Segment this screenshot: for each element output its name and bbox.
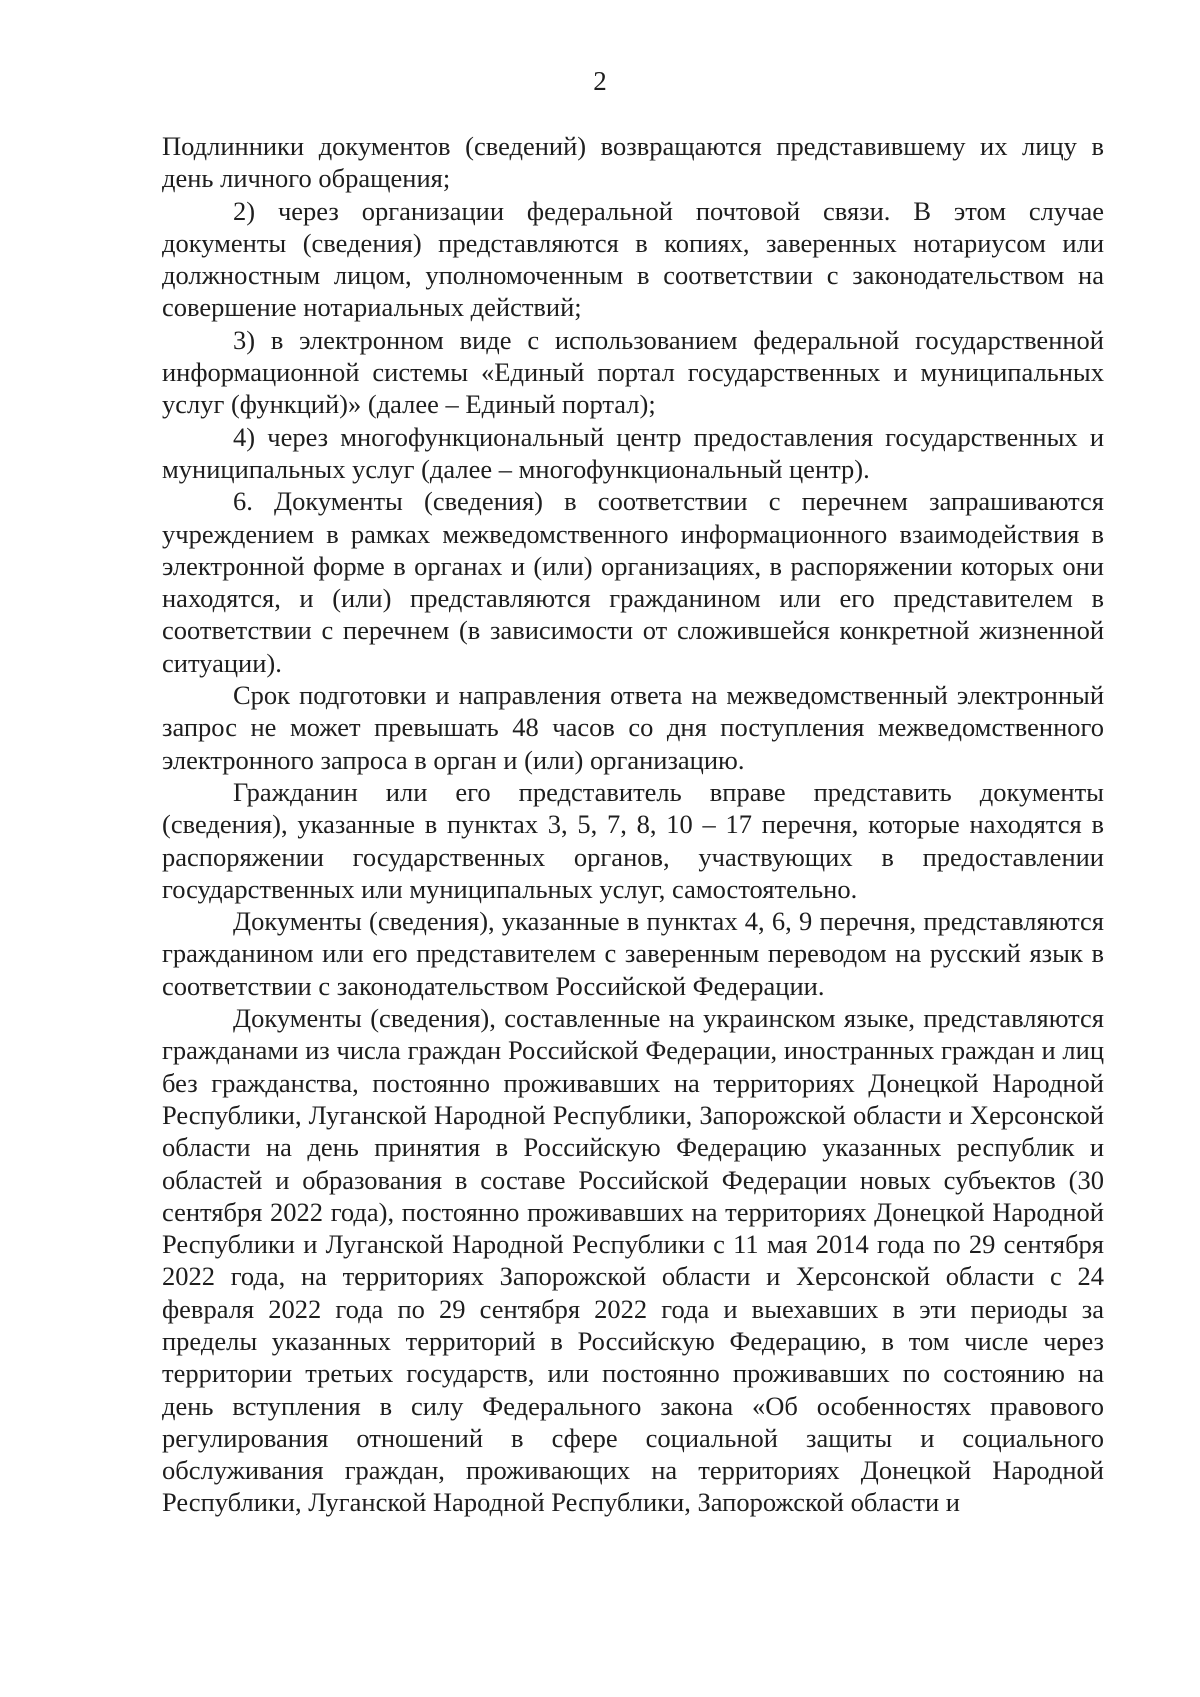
paragraph: Подлинники документов (сведений) возвращаются представившему их лицу в день личного обращения; (162, 131, 1104, 194)
document-body (162, 130, 1104, 1519)
paragraph: 3) в электронном виде с использованием федеральной государственной информационной системы «Единый портал государственных и муниципальных услуг (функций)» (далее – Единый портал); (162, 324, 1104, 420)
paragraph: Срок подготовки и направления ответа на межведомственный электронный запрос не может превышать 48 часов со дня поступления межведомственного электронного запроса в орган и (или) организацию. (162, 680, 1104, 775)
paragraph: 4) через многофункциональный центр предоставления государственных и муниципальных услуг (далее – многофункциональный центр). (162, 421, 1104, 484)
paragraph: Документы (сведения), указанные в пунктах 4, 6, 9 перечня, представляются гражданином или его представителем с заверенным переводом на русский язык в соответствии с законодательством Российской Федерации. (162, 906, 1104, 1001)
page-number: 2 (593, 66, 607, 96)
paragraph: 2) через организации федеральной почтовой связи. В этом случае документы (сведения) представляются в копиях, заверенных нотариусом или должностным лицом, уполномоченным в соответствии с законодательством на совершение нотариальных действий; (162, 195, 1104, 323)
paragraph: Гражданин или его представитель вправе представить документы (сведения), указанные в пунктах 3, 5, 7, 8, 10 – 17 перечня, которые находятся в распоряжении государственных органов, участвующих в предоставлении государственных или муниципальных услуг, самостоятельно. (162, 776, 1104, 904)
paragraph: 6. Документы (сведения) в соответствии с перечнем запрашиваются учреждением в рамках межведомственного информационного взаимодействия в электронной форме в органах и (или) организациях, в распоряжении которых они находятся, и (или) представляются гражданином или его представителем в соответствии с перечнем (в зависимости от сложившейся конкретной жизненной ситуации). (162, 486, 1104, 678)
paragraph: Документы (сведения), составленные на украинском языке, представляются гражданами из числа граждан Российской Федерации, иностранных граждан и лиц без гражданства, постоянно проживавших на территориях Донецкой Народной Республики, Луганской Народной Республики, Запорожской области и Херсонской области на день принятия в Российскую Федерацию указанных республик и областей и образования в составе Российской Федерации новых субъектов (30 сентября 2022 года), постоянно проживавших на территориях Донецкой Народной Республики и Луганской Народной Республики с 11 мая 2014 года по 29 сентября 2022 года, на территориях Запорожской области и Херсонской области с 24 февраля 2022 года по 29 сентября 2022 года и выехавших в эти периоды за пределы указанных территорий в Российскую Федерацию, в том числе через территории третьих государств, или постоянно проживавших по состоянию на день вступления в силу Федерального закона «Об особенностях правового регулирования отношений в сфере социальной защиты и социального обслуживания граждан, проживающих на территориях Донецкой Народной Республики, Луганской Народной Республики, Запорожской области и (162, 1003, 1104, 1518)
